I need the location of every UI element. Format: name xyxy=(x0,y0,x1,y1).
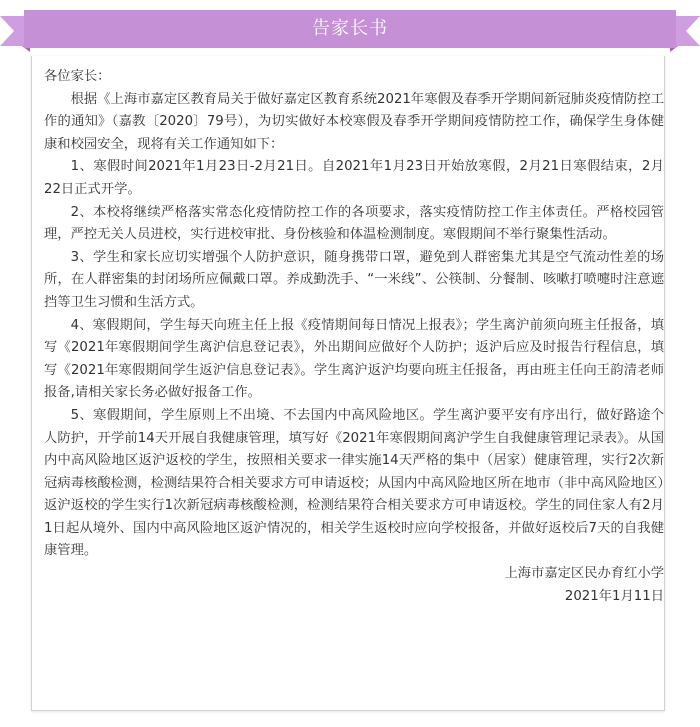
letter-salutation: 各位家长： xyxy=(44,69,111,84)
letter-signature: 上海市嘉定区民办育红小学 xyxy=(504,566,664,582)
letter-item-5: 5、寒假期间，学生原则上不出境、不去国内中高风险地区。学生离沪要平安有序出行，做好路途个人防护，开学前14天开展自我健康管理，填写好《2021年寒假期间离沪学生自我健康管理记录表》。从国内中高风险地区返沪返校的学生，按照相关要求一律实施14天严格的集中（居家）健康管理，实行2次新冠病毒核酸检测，检测结果符合相关要求方可申请返校；从国内中高风险地区所在地市（非中高风险地区）返沪返校的学生实行1次新冠病毒核酸检测，检测结果符合相关要求方可申请返校。学生的同住家人有2月1日起从境外、国内中高风险地区返沪情况的，相关学生返校时应向学校报备，并做好返校后7天的自我健康管理。 xyxy=(44,407,664,559)
letter-intro-paragraph: 根据《上海市嘉定区教育局关于做好嘉定区教育系统2021年寒假及春季开学期间新冠肺炎疫情防控工作的通知》（嘉教〔2020〕79号），为切实做好本校寒假及春季开学期间疫情防控工作，确保学生身体健康和校园安全，现将有关工作通知如下： xyxy=(44,91,664,152)
letter-item-3: 3、学生和家长应切实增强个人防护意识，随身携带口罩，避免到人群密集尤其是空气流动性差的场所，在人群密集的封闭场所应佩戴口罩。养成勤洗手、“一米线”、公筷制、分餐制、咳嗽打喷嚏时注意遮挡等卫生习惯和生活方式。 xyxy=(44,249,664,310)
letter-body xyxy=(44,66,664,608)
title-ribbon xyxy=(0,2,700,56)
page-title: 告家长书 xyxy=(312,18,388,39)
letter-item-4: 4、寒假期间，学生每天向班主任上报《疫情期间每日情况上报表》；学生离沪前须向班主任报备，填写《2021年寒假期间学生离沪信息登记表》，外出期间应做好个人防护；返沪后应及时报告行程信息，填写《2021年寒假期间学生返沪信息登记表》。学生离沪返沪均要向班主任报备，再由班主任向王韵清老师报备,请相关家长务必做好报备工作。 xyxy=(44,317,664,401)
letter-item-1: 1、寒假时间2021年1月23日-2月21日。自2021年1月23日开始放寒假，2月21日寒假结束，2月22日正式开学。 xyxy=(44,159,664,197)
letter-item-2: 2、本校将继续严格落实常态化疫情防控工作的各项要求，落实疫情防控工作主体责任。严格校园管理，严控无关人员进校，实行进校审批、身份核验和体温检测制度。寒假期间不举行聚集性活动。 xyxy=(44,204,664,243)
letter-date: 2021年1月11日 xyxy=(564,588,664,604)
